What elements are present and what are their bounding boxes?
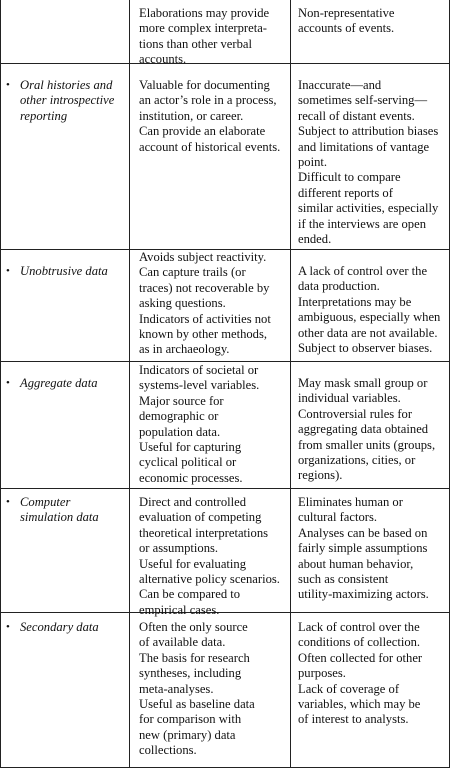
- text-line: and limitations of vantage: [298, 139, 430, 154]
- text-line: from smaller units (groups,: [298, 437, 436, 452]
- text-line: population data.: [139, 424, 221, 439]
- text-line: economic processes.: [139, 470, 243, 485]
- text-line: an actor’s role in a process,: [139, 93, 277, 108]
- text-line: Can provide an elaborate: [139, 124, 266, 139]
- text-line: similar activities, especially: [298, 201, 439, 216]
- text-line: theoretical interpretations: [139, 525, 269, 540]
- weaknesses-cell: [298, 264, 440, 356]
- text-line: Subject to observer biases.: [298, 341, 433, 356]
- text-line: A lack of control over the: [298, 264, 428, 278]
- text-line: of interest to analysts.: [298, 712, 409, 727]
- text-line: fairly simple assumptions: [298, 541, 428, 556]
- text-line: Major source for: [139, 393, 224, 408]
- weaknesses-cell: [298, 620, 422, 728]
- strengths-cell: [139, 363, 259, 486]
- text-line: data production.: [298, 279, 380, 294]
- text-line: Difficult to compare: [298, 170, 401, 185]
- category-cell: [6, 376, 98, 391]
- text-line: May mask small group or: [298, 376, 428, 390]
- weaknesses-cell: [298, 495, 429, 603]
- bullet-icon: •: [6, 79, 10, 91]
- text-line: Interpretations may be: [298, 294, 412, 309]
- text-line: empirical cases.: [139, 602, 220, 617]
- text-line: new (primary) data: [139, 727, 236, 742]
- text-line: Analyses can be based on: [298, 525, 428, 540]
- text-line: Useful for capturing: [139, 440, 242, 455]
- text-line: Subject to attribution biases: [298, 124, 439, 139]
- text-line: accounts.: [139, 52, 187, 67]
- text-line: syntheses, including: [139, 666, 242, 681]
- text-line: institution, or career.: [139, 108, 244, 123]
- text-line: different reports of: [298, 185, 393, 200]
- row-divider: [0, 488, 450, 489]
- text-line: Lack of control over the: [298, 620, 420, 634]
- text-line: Inaccurate—and: [298, 78, 382, 92]
- text-line: Can be compared to: [139, 587, 241, 602]
- text-line: about human behavior,: [298, 556, 414, 571]
- text-line: tions than other verbal: [139, 36, 252, 51]
- text-line: Can capture trails (or: [139, 265, 246, 280]
- strengths-cell: [139, 250, 271, 358]
- bullet-icon: •: [6, 265, 10, 277]
- text-line: Often collected for other: [298, 650, 423, 665]
- text-line: aggregating data obtained: [298, 422, 429, 437]
- weaknesses-cell: [298, 78, 438, 247]
- text-line: cyclical political or: [139, 455, 237, 470]
- text-line: Unobtrusive data: [20, 264, 108, 278]
- text-line: regions).: [298, 468, 343, 483]
- text-line: known by other methods,: [139, 327, 268, 342]
- text-line: Often the only source: [139, 620, 248, 634]
- text-line: of available data.: [139, 635, 226, 650]
- text-line: Indicators of societal or: [139, 363, 259, 377]
- bullet-icon: •: [6, 377, 10, 389]
- text-line: Direct and controlled: [139, 495, 247, 509]
- weaknesses-cell: [298, 6, 395, 37]
- text-line: more complex interpreta-: [139, 21, 267, 36]
- text-line: organizations, cities, or: [298, 453, 416, 468]
- text-line: sometimes self-serving—: [298, 93, 428, 108]
- text-line: cultural factors.: [298, 510, 378, 525]
- text-line: Oral histories and: [20, 78, 113, 92]
- text-line: Avoids subject reactivity.: [139, 250, 267, 264]
- column-divider: [0, 0, 1, 768]
- text-line: reporting: [20, 108, 68, 123]
- text-line: Secondary data: [20, 620, 99, 634]
- text-line: recall of distant events.: [298, 108, 415, 123]
- strengths-cell: [139, 620, 255, 759]
- text-line: Controversial rules for: [298, 406, 413, 421]
- text-line: purposes.: [298, 666, 346, 681]
- text-line: other introspective: [20, 93, 115, 108]
- text-line: such as consistent: [298, 572, 389, 587]
- text-line: account of historical events.: [139, 139, 281, 154]
- category-cell: [6, 495, 99, 526]
- text-line: collections.: [139, 743, 197, 758]
- text-line: meta-analyses.: [139, 681, 214, 696]
- strengths-cell: [139, 78, 280, 155]
- column-divider: [129, 0, 130, 768]
- text-line: ambiguous, especially when: [298, 310, 441, 325]
- text-line: point.: [298, 155, 328, 170]
- category-cell: [6, 264, 108, 279]
- row-divider: [0, 361, 450, 362]
- text-line: Aggregate data: [20, 376, 98, 390]
- text-line: Non-representative: [298, 6, 395, 20]
- bullet-icon: •: [6, 496, 10, 508]
- text-line: asking questions.: [139, 296, 226, 311]
- text-line: Lack of coverage of: [298, 681, 400, 696]
- text-line: Valuable for documenting: [139, 78, 270, 92]
- text-line: for comparison with: [139, 712, 242, 727]
- text-line: or assumptions.: [139, 541, 219, 556]
- weaknesses-cell: [298, 376, 435, 484]
- text-line: traces) not recoverable by: [139, 280, 270, 295]
- text-line: accounts of events.: [298, 21, 395, 36]
- text-line: if the interviews are open: [298, 216, 426, 231]
- strengths-cell: [139, 495, 280, 618]
- text-line: demographic or: [139, 409, 219, 424]
- text-line: alternative policy scenarios.: [139, 572, 280, 587]
- strengths-cell: [139, 6, 269, 68]
- column-divider: [290, 0, 291, 768]
- category-cell: [6, 78, 115, 124]
- text-line: Computer: [20, 495, 71, 509]
- text-line: systems-level variables.: [139, 378, 260, 393]
- text-line: ended.: [298, 232, 332, 247]
- text-line: individual variables.: [298, 391, 401, 406]
- text-line: evaluation of competing: [139, 510, 262, 525]
- text-line: Elaborations may provide: [139, 6, 270, 20]
- text-line: Indicators of activities not: [139, 311, 271, 326]
- text-line: simulation data: [20, 510, 99, 525]
- bullet-icon: •: [6, 621, 10, 633]
- text-line: other data are not available.: [298, 325, 438, 340]
- text-line: conditions of collection.: [298, 635, 421, 650]
- text-line: Useful for evaluating: [139, 556, 247, 571]
- text-line: utility-maximizing actors.: [298, 587, 429, 602]
- text-line: as in archaeology.: [139, 342, 230, 357]
- text-line: The basis for research: [139, 650, 250, 665]
- text-line: Useful as baseline data: [139, 697, 255, 712]
- text-line: Eliminates human or: [298, 495, 403, 509]
- text-line: variables, which may be: [298, 697, 421, 712]
- category-cell: [6, 620, 99, 635]
